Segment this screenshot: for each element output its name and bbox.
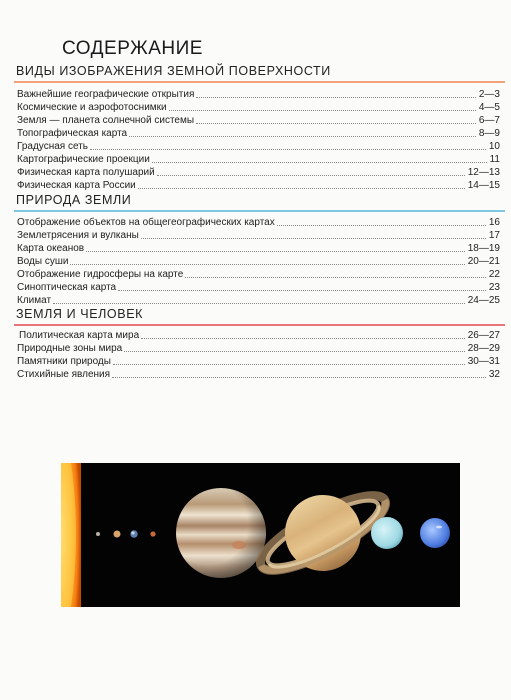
leader-dots: [124, 351, 465, 352]
toc-item[interactable]: [17, 88, 500, 101]
page-title: СОДЕРЖАНИЕ: [62, 38, 203, 59]
toc-item[interactable]: [17, 342, 500, 355]
toc-item-title: Стихийные явления: [17, 369, 111, 380]
toc-item-pages: 14—15: [467, 180, 500, 191]
leader-dots: [70, 264, 464, 265]
leader-dots: [113, 364, 465, 365]
leader-dots: [152, 162, 487, 163]
toc-item-pages: 12—13: [467, 167, 500, 178]
section-divider: [14, 324, 505, 326]
leader-dots: [141, 238, 486, 239]
mars-shape: [150, 531, 155, 536]
toc-item-pages: 26—27: [467, 330, 500, 341]
toc-item[interactable]: [17, 229, 500, 242]
toc-item-pages: 20—21: [467, 256, 500, 267]
leader-dots: [169, 110, 476, 111]
toc-item-pages: 30—31: [467, 356, 500, 367]
leader-dots: [185, 277, 486, 278]
toc-item-title: Климат: [17, 295, 52, 306]
toc-item-title: Космические и аэрофотоснимки: [17, 102, 167, 113]
toc-item[interactable]: [19, 329, 500, 342]
toc-item[interactable]: [17, 140, 500, 153]
toc-item-pages: 23: [488, 282, 500, 293]
toc-item-pages: 22: [488, 269, 500, 280]
toc-item[interactable]: [17, 281, 500, 294]
toc-item[interactable]: [17, 114, 500, 127]
solar-system-svg: [61, 463, 460, 607]
section-divider: [14, 210, 505, 212]
leader-dots: [277, 225, 486, 226]
section-header: ЗЕМЛЯ И ЧЕЛОВЕК: [16, 307, 144, 321]
toc-item-title: Карта океанов: [17, 243, 85, 254]
leader-dots: [118, 290, 486, 291]
section-header: ВИДЫ ИЗОБРАЖЕНИЯ ЗЕМНОЙ ПОВЕРХНОСТИ: [16, 64, 331, 78]
toc-item-pages: 8—9: [478, 128, 500, 139]
toc-item-title: Землетрясения и вулканы: [17, 230, 139, 241]
toc-item[interactable]: [17, 268, 500, 281]
toc-item[interactable]: [17, 179, 500, 192]
toc-item-pages: 18—19: [467, 243, 500, 254]
toc-item[interactable]: [17, 355, 500, 368]
toc-item-title: Градусная сеть: [17, 141, 88, 152]
toc-item-title: Отображение объектов на общегеографических картах: [17, 217, 275, 228]
toc-item-title: Политическая карта мира: [19, 330, 140, 341]
leader-dots: [112, 377, 486, 378]
toc-item-pages: 32: [488, 369, 500, 380]
toc-item[interactable]: [17, 255, 500, 268]
toc-item[interactable]: [17, 127, 500, 140]
leader-dots: [129, 136, 476, 137]
section-divider: [14, 81, 505, 83]
mercury-shape: [96, 532, 100, 536]
leader-dots: [196, 97, 476, 98]
toc-item-title: Картографические проекции: [17, 154, 150, 165]
toc-item-title: Отображение гидросферы на карте: [17, 269, 184, 280]
toc-item-title: Важнейшие географические открытия: [17, 89, 195, 100]
toc-item-title: Физическая карта полушарий: [17, 167, 155, 178]
leader-dots: [141, 338, 465, 339]
toc-item-pages: 10: [488, 141, 500, 152]
toc-item[interactable]: [17, 294, 500, 307]
toc-item[interactable]: [17, 368, 500, 381]
toc-item[interactable]: [17, 101, 500, 114]
toc-item-title: Памятники природы: [17, 356, 111, 367]
jupiter-shape: [176, 488, 266, 578]
toc-item-title: Земля — планета солнечной системы: [17, 115, 195, 126]
leader-dots: [53, 303, 465, 304]
solar-system-illustration: [61, 463, 460, 607]
neptune-shape: [420, 518, 450, 548]
toc-item-pages: 6—7: [478, 115, 500, 126]
toc-item-pages: 28—29: [467, 343, 500, 354]
toc-item[interactable]: [17, 216, 500, 229]
toc-item[interactable]: [17, 153, 500, 166]
toc-item-pages: 11: [489, 154, 500, 165]
toc-item-pages: 16: [488, 217, 500, 228]
toc-item[interactable]: [17, 242, 500, 255]
toc-item-title: Топографическая карта: [17, 128, 128, 139]
leader-dots: [86, 251, 465, 252]
toc-item-title: Воды суши: [17, 256, 69, 267]
toc-item-pages: 17: [488, 230, 500, 241]
toc-item-title: Физическая карта России: [17, 180, 136, 191]
leader-dots: [138, 188, 465, 189]
toc-item-pages: 2—3: [478, 89, 500, 100]
uranus-shape: [371, 517, 403, 549]
leader-dots: [157, 175, 465, 176]
toc-item-pages: 24—25: [467, 295, 500, 306]
venus-shape: [114, 531, 121, 538]
leader-dots: [90, 149, 486, 150]
toc-item[interactable]: [17, 166, 500, 179]
section-header: ПРИРОДА ЗЕМЛИ: [16, 193, 132, 207]
toc-item-pages: 4—5: [478, 102, 500, 113]
leader-dots: [196, 123, 476, 124]
toc-item-title: Природные зоны мира: [17, 343, 123, 354]
toc-item-title: Синоптическая карта: [17, 282, 117, 293]
